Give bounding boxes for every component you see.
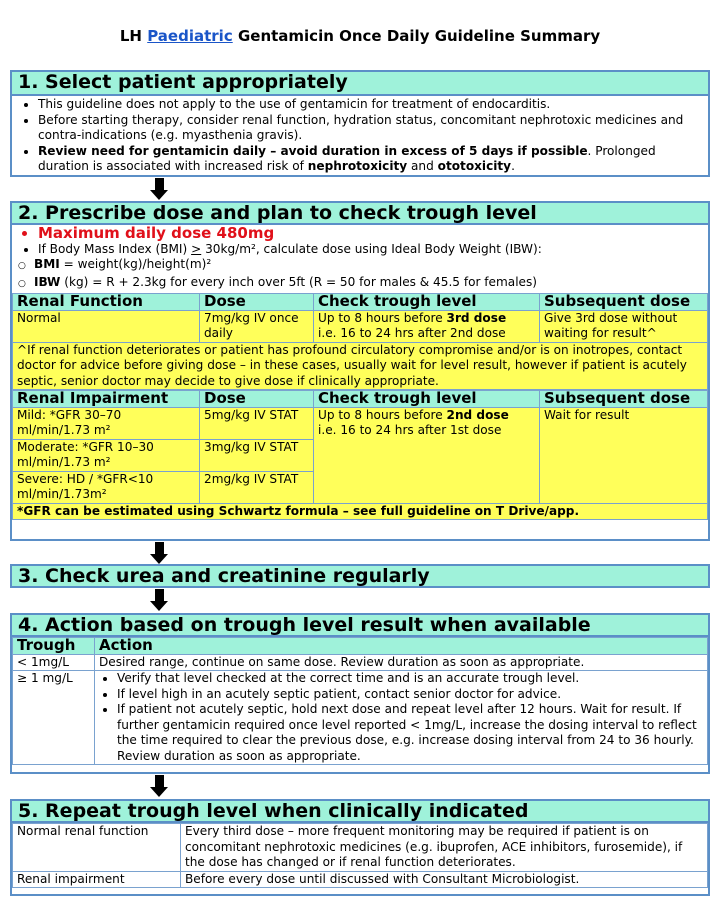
gfr-note: *GFR can be estimated using Schwartz formula – see full guideline on T Drive/app. [13, 503, 708, 520]
section-1-heading [10, 70, 710, 96]
t1-trough-a: Up to 8 hours before [318, 310, 443, 325]
t2-trough [314, 407, 540, 503]
section-3-heading [10, 564, 710, 588]
t2-trough-a: Up to 8 hours before [318, 407, 443, 422]
s1-oto: ototoxicity [437, 159, 512, 173]
section-5-heading [10, 799, 710, 823]
t1-header-renal: Renal Function [13, 294, 200, 311]
paediatric-link[interactable]: Paediatric [147, 27, 233, 45]
t1-subsequent: Give 3rd dose without waiting for result^ [540, 310, 708, 342]
bmi-label: BMI [34, 257, 60, 271]
section-2-box [10, 225, 710, 541]
t4-header-trough: Trough [13, 638, 95, 655]
arrow-down-icon [155, 775, 164, 788]
t2-moderate: Moderate: *GFR 10–30 ml/min/1.73 m² [13, 439, 200, 471]
section-1-heading-text: 1. Select patient appropriately [18, 71, 348, 93]
t2-trough-c: i.e. 16 to 24 hrs after 1st dose [318, 423, 502, 437]
t1-header-trough: Check trough level [314, 294, 540, 311]
t1-dose: 7mg/kg IV once daily [200, 310, 314, 342]
title-suffix: Gentamicin Once Daily Guideline Summary [237, 27, 601, 45]
t2-header-renal: Renal Impairment [13, 391, 200, 408]
s1-bullet-3: • Review need for gentamicin daily – avoid duration in excess of 5 days if possible. Prolonged duration is associated with increased risk of nephrotoxicity and ototoxicity. [38, 144, 708, 175]
s1-bullet-2: • Before starting therapy, consider renal function, hydration status, concomitant nephrotoxic medicines and contra-indications (e.g. myasthenia gravis). [38, 113, 708, 144]
t4-high-action [95, 671, 708, 765]
bmi-bullet [38, 242, 708, 258]
title-prefix: LH [119, 27, 142, 45]
t2-header-subsequent: Subsequent dose [540, 391, 708, 408]
section-3-heading-text: 3. Check urea and creatinine regularly [18, 565, 430, 587]
arrow-down-icon [155, 178, 164, 191]
t1-normal: Normal [13, 310, 200, 342]
t1-trough-b: 3rd dose [446, 310, 507, 325]
s1-prolonged-text: Prolonged duration is associated with increased risk of [38, 143, 656, 173]
bmi-rest: 30kg/m², calculate dose using Ideal Body Weight (IBW): [205, 241, 542, 256]
section-2-heading [10, 201, 710, 225]
t4-high-trough: ≥ 1 mg/L [13, 671, 95, 765]
t5-normal-text: Every third dose – more frequent monitoring may be required if patient is on concomitant nephrotoxic medicines (e.g. ibuprofen, ACE inhibitors, furosemide), if the dose has changed or if renal function deteriorates. [181, 824, 708, 872]
arrow-down-icon [155, 589, 164, 602]
t4-bullet-3: • If patient not acutely septic, hold next dose and repeat level after 12 hours. Wait for result. If further gentamicin required once level reported < 1mg/L, increase the dosing interval to reflect the time required to clear the previous dose, e.g. increase dosing interval from 24 to 36 hourly. Review duration as soon as appropriate. [117, 702, 703, 764]
arrow-down-icon [155, 542, 164, 555]
t5-normal-label: Normal renal function [13, 824, 181, 872]
renal-impairment-table [12, 390, 708, 520]
t2-severe-dose: 2mg/kg IV STAT [200, 471, 314, 503]
repeat-trough-table [12, 823, 708, 888]
s1-bullet-1: • This guideline does not apply to the use of gentamicin for treatment of endocarditis. [38, 97, 708, 113]
ibw-formula [34, 275, 708, 293]
bmi-formula-text: = weight(kg)/height(m)² [63, 257, 212, 271]
t2-mild: Mild: *GFR 30–70 ml/min/1.73 m² [13, 407, 200, 439]
t4-header-action: Action [95, 638, 708, 655]
ibw-label: IBW [34, 274, 61, 289]
bmi-ge-sign: > [191, 241, 202, 256]
section-5-heading-text: 5. Repeat trough level when clinically indicated [18, 800, 529, 822]
max-dose [38, 226, 708, 242]
bmi-intro: If Body Mass Index (BMI) [38, 241, 188, 256]
t1-header-dose: Dose [200, 294, 314, 311]
section-4-heading [10, 613, 710, 637]
t4-bullet-2: • If level high in an acutely septic patient, contact senior doctor for advice. [117, 687, 703, 703]
s1-nephro: nephrotoxicity [307, 159, 408, 173]
t1-header-subsequent: Subsequent dose [540, 294, 708, 311]
section-4-box [10, 637, 710, 774]
t4-bullet-1: • Verify that level checked at the correct time and is an accurate trough level. [117, 671, 703, 687]
s1-and: and [411, 159, 434, 173]
t1-trough [314, 310, 540, 342]
t4-low-trough: < 1mg/L [13, 654, 95, 671]
section-5-box [10, 823, 710, 896]
t2-moderate-dose: 3mg/kg IV STAT [200, 439, 314, 471]
section-1-box [10, 96, 710, 177]
t2-header-trough: Check trough level [314, 391, 540, 408]
page-title [0, 27, 720, 45]
t5-impairment-text: Before every dose until discussed with Consultant Microbiologist. [181, 871, 708, 888]
trough-action-table [12, 637, 708, 765]
s1-review-bold: Review need for gentamicin daily – avoid duration in excess of 5 days if possible [38, 143, 588, 158]
renal-function-table [12, 293, 708, 390]
t5-impairment-label: Renal impairment [13, 871, 181, 888]
t2-subsequent: Wait for result [540, 407, 708, 503]
ibw-formula-text: (kg) = R + 2.3kg for every inch over 5ft (R = 50 for males & 45.5 for females) [64, 274, 538, 289]
t2-trough-b: 2nd dose [446, 407, 509, 422]
renal-note: ^If renal function deteriorates or patient has profound circulatory compromise and/or is on inotropes, contact doctor for advice before giving dose – in these cases, usually wait for level result, however if patient is acutely septic, senior doctor may decide to give dose if clinically appropriate. [13, 342, 708, 390]
t1-trough-c: i.e. 16 to 24 hrs after 2nd dose [318, 326, 506, 340]
t4-low-action: Desired range, continue on same dose. Review duration as soon as appropriate. [95, 654, 708, 671]
bmi-formula [34, 257, 708, 275]
t2-severe: Severe: HD / *GFR<10 ml/min/1.73m² [13, 471, 200, 503]
section-2-heading-text: 2. Prescribe dose and plan to check trough level [18, 202, 537, 224]
section-4-heading-text: 4. Action based on trough level result when available [18, 614, 591, 636]
t2-mild-dose: 5mg/kg IV STAT [200, 407, 314, 439]
max-dose-text: Maximum daily dose 480mg [38, 224, 275, 242]
t2-header-dose: Dose [200, 391, 314, 408]
